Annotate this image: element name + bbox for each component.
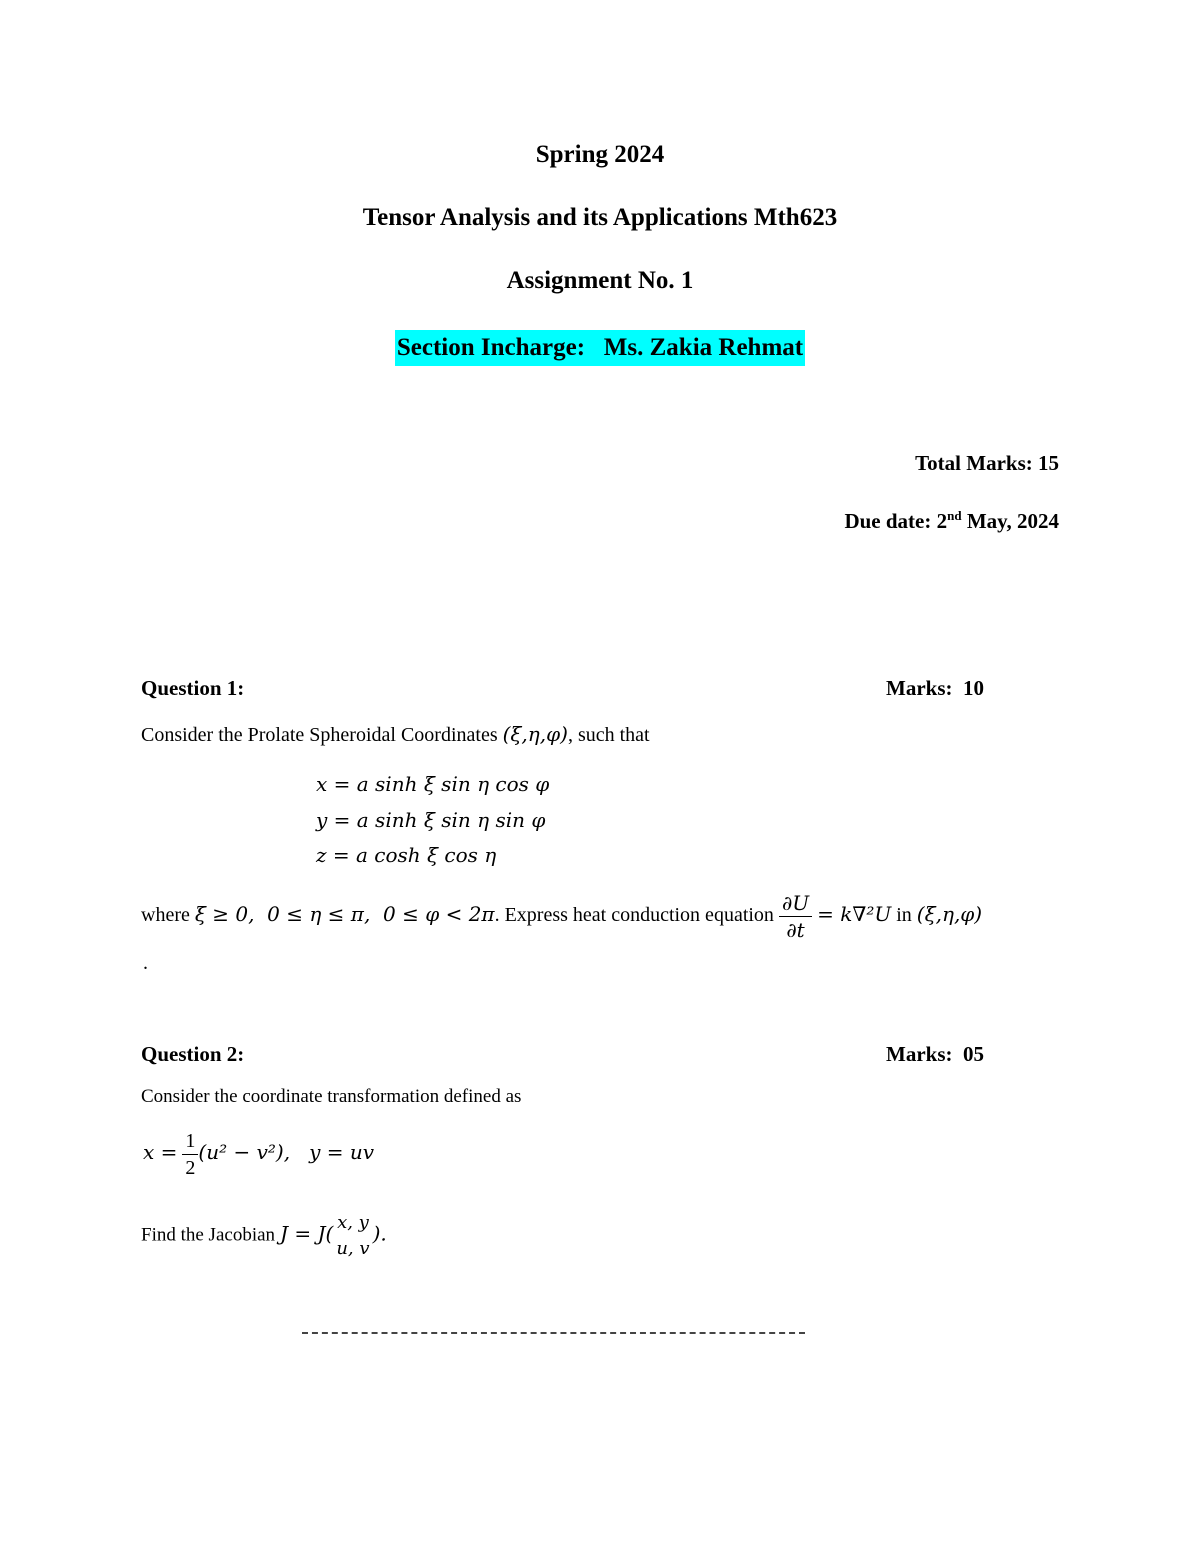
jacobian-lhs: J = J(	[280, 1221, 334, 1246]
q1-intro-end: , such that	[567, 724, 650, 746]
x-rhs: (u² − v²),	[198, 1140, 291, 1165]
jacobian-rhs: ).	[372, 1221, 387, 1246]
heat-equation-rhs: = k∇²U	[817, 902, 892, 927]
half-fraction	[182, 1128, 198, 1181]
equation-x: x = a sinh ξ sin η cos φ	[316, 772, 550, 796]
q1-coords: (ξ,η,φ)	[502, 722, 568, 746]
assignment-label: Assignment No. 1	[506, 267, 694, 294]
equation-y: y = a sinh ξ sin η sin φ	[316, 808, 546, 832]
term-heading: Spring 2024	[535, 141, 665, 168]
half-numerator: 1	[182, 1128, 198, 1155]
equation-z: z = a cosh ξ cos η	[316, 843, 497, 867]
q1-conditions: ξ ≥ 0, 0 ≤ η ≤ π, 0 ≤ φ < 2π	[194, 902, 495, 927]
q1-intro-text: Consider the Prolate Spheroidal Coordinates	[141, 724, 498, 746]
q1-where: where	[141, 904, 190, 927]
dashed-divider	[302, 1332, 805, 1334]
fraction-numerator: ∂U	[779, 890, 812, 917]
due-date-suffix: May, 2024	[961, 509, 1059, 533]
y-equation: y = uv	[309, 1140, 375, 1165]
q2-intro: Consider the coordinate transformation defined as	[141, 1086, 522, 1107]
q1-coords-2: (ξ,η,φ)	[916, 902, 983, 927]
half-denominator: 2	[185, 1157, 196, 1179]
jacobian-fraction	[333, 1210, 372, 1262]
q1-intro	[141, 722, 650, 747]
q1-marks: Marks: 10	[886, 676, 984, 700]
total-marks: Total Marks: 15	[915, 451, 1059, 475]
q2-title: Question 2:	[141, 1042, 245, 1066]
assignment-number	[0, 267, 1200, 295]
due-date	[844, 508, 1059, 534]
q2-marks: Marks: 05	[886, 1042, 984, 1066]
fraction-denominator: ∂t	[786, 918, 805, 942]
x-lhs: x =	[143, 1140, 178, 1165]
course-title: Tensor Analysis and its Applications Mth623	[362, 204, 838, 231]
q1-trailing-dot: .	[143, 952, 148, 974]
jacobian-numerator: x, y	[337, 1212, 369, 1233]
section-incharge: Section Incharge: Ms. Zakia Rehmat	[395, 330, 805, 366]
due-date-sup: nd	[947, 508, 962, 523]
jacobian-denominator: u, v	[336, 1238, 370, 1259]
q2-transformation	[143, 1128, 374, 1181]
q2-find-line	[141, 1210, 387, 1262]
q1-title: Question 1:	[141, 676, 245, 700]
q1-express: . Express heat conduction equation	[494, 904, 774, 927]
q1-where-line	[141, 890, 982, 943]
partial-derivative-fraction	[779, 890, 812, 943]
section-incharge-row	[0, 330, 1200, 366]
q1-in: in	[896, 904, 912, 927]
q2-find: Find the Jacobian	[141, 1224, 276, 1246]
due-date-prefix: Due date: 2	[844, 509, 948, 533]
